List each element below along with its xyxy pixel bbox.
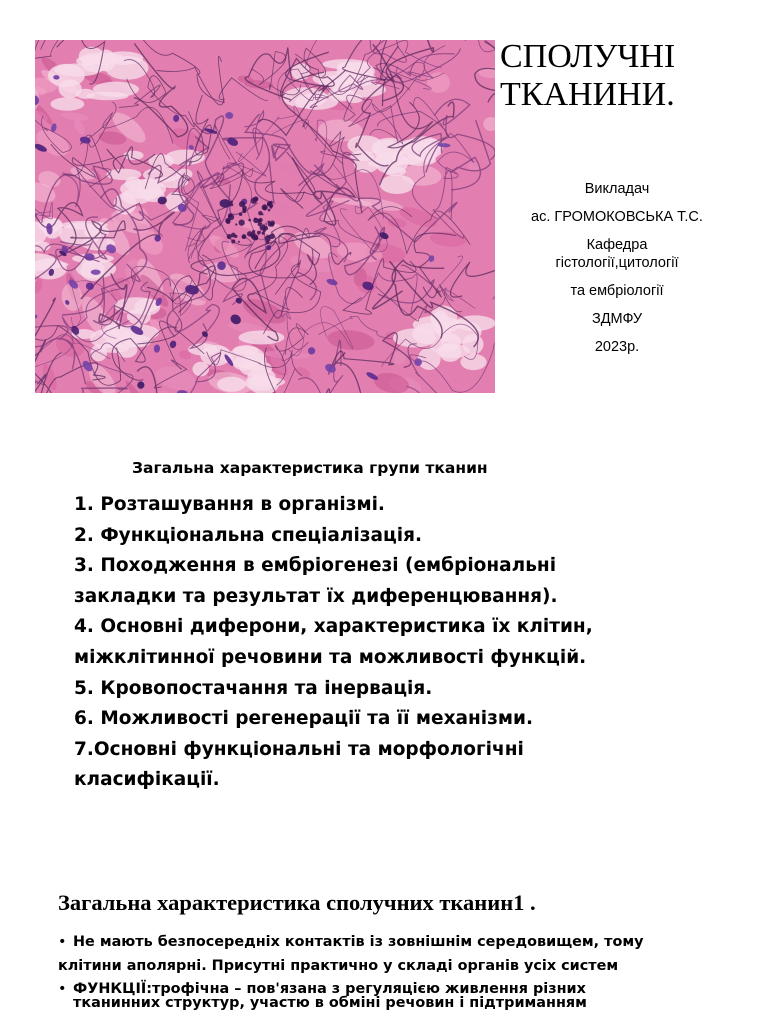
title-slide bbox=[0, 0, 768, 430]
outline-item: 2. Функціональна спеціалізація. bbox=[74, 524, 422, 546]
department-line-1: Кафедра bbox=[586, 237, 648, 253]
slide-title bbox=[500, 38, 760, 114]
histology-micrograph bbox=[35, 40, 495, 393]
title-line-2: ТКАНИНИ. bbox=[500, 76, 675, 113]
characteristics-heading: Загальна характеристика сполучних тканин1 . bbox=[58, 890, 536, 915]
outline-item: класифікації. bbox=[74, 769, 220, 791]
outline-item: 4. Основні диферони, характеристика їх клітин, bbox=[74, 616, 593, 638]
bullet-item bbox=[58, 980, 748, 1012]
department-line-2: гістології,цитології bbox=[555, 255, 679, 271]
outline-list bbox=[74, 490, 754, 796]
bullet-item bbox=[58, 930, 748, 978]
outline-heading: Загальна характеристика групи тканин bbox=[132, 459, 488, 477]
department-line-3: та ембріології bbox=[570, 283, 664, 299]
title-line-1: СПОЛУЧНІ bbox=[500, 38, 676, 75]
outline-item: міжклітинної речовини та можливості функцій. bbox=[74, 646, 587, 668]
outline-item: 7.Основні функціональні та морфологічні bbox=[74, 738, 524, 760]
outline-item: 5. Кровопостачання та інервація. bbox=[74, 677, 433, 699]
author-name: ас. ГРОМОКОВСЬКА Т.С. bbox=[531, 209, 703, 225]
outline-item: закладки та результат їх диференцювання). bbox=[74, 585, 558, 607]
author-block bbox=[512, 180, 722, 356]
bullet-icon: • bbox=[58, 981, 67, 997]
outline-item: 1. Розташування в організмі. bbox=[74, 494, 385, 515]
bullet-text-line-2: тканинних структур, участю в обміні речовин і підтриманням bbox=[73, 995, 587, 1011]
micrograph-image bbox=[35, 40, 495, 393]
bullet-icon: • bbox=[58, 934, 67, 950]
outline-item: 6. Можливості регенерації та її механізми. bbox=[74, 708, 534, 730]
year: 2023р. bbox=[594, 339, 640, 355]
bullet-text-line-1: Не мають безпосередніх контактів із зовнішнім середовищем, тому bbox=[73, 934, 644, 950]
author-role: Викладач bbox=[584, 181, 650, 197]
bullet-text-line-2: клітини аполярні. Присутні практично у складі органів усіх систем bbox=[58, 958, 619, 974]
outline-item: 3. Походження в ембріогенезі (ембріональні bbox=[74, 555, 557, 577]
bullet-text-line-1: ФУНКЦІЇ:трофічна – пов'язана з регуляцією живлення різних bbox=[73, 981, 586, 997]
university: ЗДМФУ bbox=[591, 311, 643, 327]
characteristics-list bbox=[58, 930, 748, 1012]
